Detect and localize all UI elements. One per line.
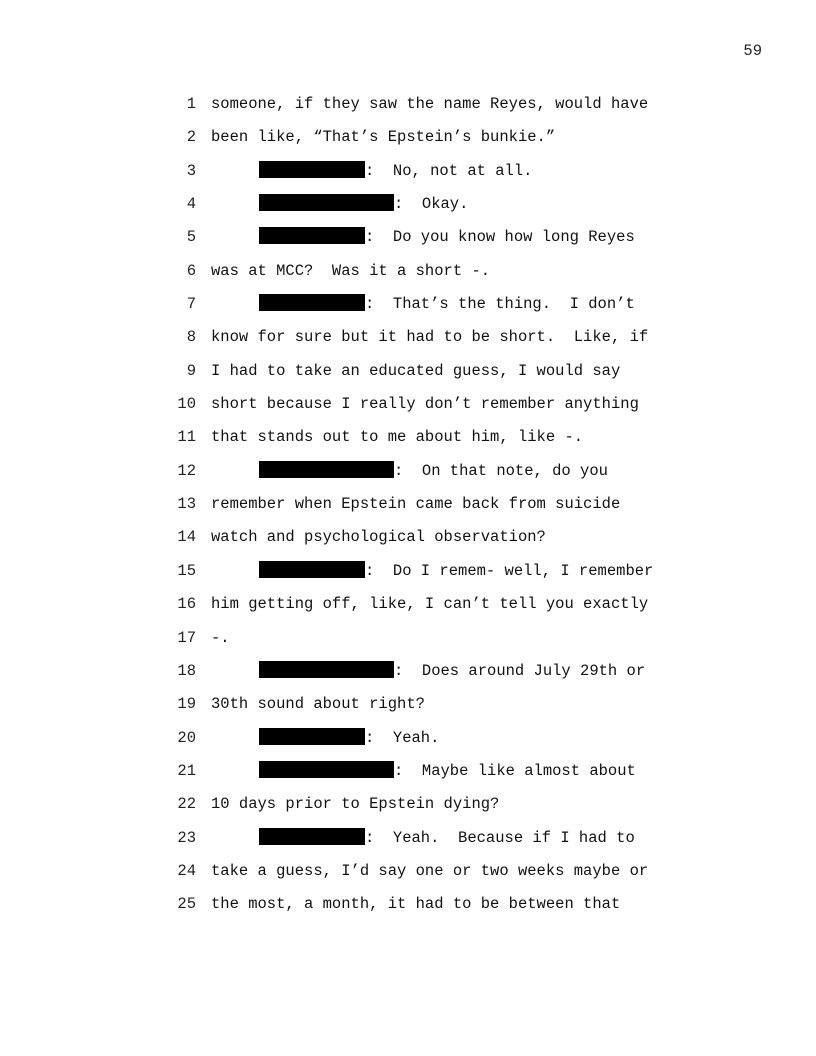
line-text — [211, 92, 648, 116]
line-content: I had to take an educated guess, I would say — [211, 361, 621, 380]
redacted-speaker-name — [259, 661, 394, 678]
line-content: -. — [211, 628, 230, 647]
transcript-line — [0, 192, 816, 225]
line-text — [211, 892, 620, 916]
line-text — [211, 859, 648, 883]
line-text — [259, 225, 635, 249]
line-content: : Do I remem- well, I remember — [365, 561, 654, 580]
line-number: 16 — [177, 595, 196, 614]
line-text — [259, 759, 636, 783]
redacted-speaker-name — [259, 561, 365, 578]
line-content: : Yeah. — [365, 728, 440, 747]
line-number: 5 — [186, 228, 196, 247]
line-text — [259, 192, 468, 216]
line-content: : That’s the thing. I don’t — [365, 295, 635, 314]
transcript-line — [0, 225, 816, 258]
line-content: : Does around July 29th or — [394, 661, 646, 680]
line-content: 10 days prior to Epstein dying? — [211, 795, 500, 814]
transcript-line — [0, 692, 816, 725]
line-number: 8 — [186, 328, 196, 347]
line-content: take a guess, I’d say one or two weeks maybe or — [211, 861, 649, 880]
line-number: 24 — [177, 861, 196, 880]
transcript-body — [0, 92, 816, 926]
line-content: know for sure but it had to be short. Like, if — [211, 328, 649, 347]
transcript-line — [0, 592, 816, 625]
redacted-speaker-name — [259, 294, 365, 311]
redacted-speaker-name — [259, 161, 365, 178]
line-text — [259, 559, 653, 583]
line-text — [259, 159, 532, 183]
redacted-speaker-name — [259, 461, 394, 478]
line-content: : Do you know how long Reyes — [365, 228, 635, 247]
line-content: been like, “That’s Epstein’s bunkie.” — [211, 128, 556, 147]
transcript-line — [0, 559, 816, 592]
line-number: 18 — [177, 661, 196, 680]
line-text — [211, 259, 490, 283]
line-content: short because I really don’t remember anything — [211, 395, 639, 414]
line-number: 1 — [186, 95, 196, 113]
transcript-line — [0, 125, 816, 158]
line-number: 2 — [186, 128, 196, 147]
line-text — [211, 626, 230, 650]
line-number: 10 — [177, 395, 196, 414]
transcript-line — [0, 892, 816, 925]
line-text — [211, 425, 583, 449]
line-text — [211, 592, 648, 616]
line-content: : Okay. — [394, 195, 469, 214]
transcript-line — [0, 359, 816, 392]
line-text — [259, 726, 439, 750]
line-text — [259, 292, 635, 316]
line-number: 9 — [186, 361, 196, 380]
line-number: 14 — [177, 528, 196, 547]
line-number: 12 — [177, 461, 196, 480]
line-content: : On that note, do you — [394, 461, 608, 480]
transcript-line — [0, 92, 816, 125]
transcript-line — [0, 425, 816, 458]
line-number: 20 — [177, 728, 196, 747]
redacted-speaker-name — [259, 761, 394, 778]
line-number: 6 — [186, 261, 196, 280]
line-text — [211, 325, 648, 349]
line-text — [211, 792, 499, 816]
page-number: 59 — [743, 42, 762, 60]
transcript-line — [0, 659, 816, 692]
line-content: him getting off, like, I can’t tell you exactly — [211, 595, 649, 614]
transcript-line — [0, 759, 816, 792]
transcript-line — [0, 626, 816, 659]
line-number: 22 — [177, 795, 196, 814]
redacted-speaker-name — [259, 828, 365, 845]
transcript-line — [0, 859, 816, 892]
line-text — [211, 692, 425, 716]
line-number: 23 — [177, 828, 196, 847]
line-text — [211, 492, 620, 516]
line-content: the most, a month, it had to be between that — [211, 895, 621, 914]
line-text — [211, 525, 546, 549]
line-content: 30th sound about right? — [211, 695, 425, 714]
transcript-line — [0, 826, 816, 859]
line-content: watch and psychological observation? — [211, 528, 546, 547]
line-number: 15 — [177, 561, 196, 580]
line-content: was at MCC? Was it a short -. — [211, 261, 491, 280]
redacted-speaker-name — [259, 194, 394, 211]
redacted-speaker-name — [259, 728, 365, 745]
transcript-line — [0, 292, 816, 325]
transcript-line — [0, 325, 816, 358]
line-number: 17 — [177, 628, 196, 647]
transcript-line — [0, 459, 816, 492]
transcript-line — [0, 259, 816, 292]
line-number: 3 — [186, 161, 196, 180]
line-text — [211, 125, 555, 149]
line-number: 11 — [177, 428, 196, 447]
line-text — [259, 459, 608, 483]
line-number: 4 — [186, 195, 196, 214]
line-number: 7 — [186, 295, 196, 314]
line-number: 21 — [177, 761, 196, 780]
line-text — [259, 659, 645, 683]
redacted-speaker-name — [259, 227, 365, 244]
line-number: 13 — [177, 495, 196, 514]
line-content: remember when Epstein came back from suicide — [211, 495, 621, 514]
transcript-line — [0, 392, 816, 425]
transcript-line — [0, 492, 816, 525]
line-content: that stands out to me about him, like -. — [211, 428, 584, 447]
transcript-line — [0, 726, 816, 759]
line-content: : Maybe like almost about — [394, 761, 636, 780]
line-content: : Yeah. Because if I had to — [365, 828, 635, 847]
line-number: 19 — [177, 695, 196, 714]
transcript-line — [0, 792, 816, 825]
line-content: : No, not at all. — [365, 161, 533, 180]
line-text — [259, 826, 635, 850]
transcript-line — [0, 159, 816, 192]
line-content: someone, if they saw the name Reyes, would have — [211, 95, 649, 113]
line-text — [211, 392, 639, 416]
line-number: 25 — [177, 895, 196, 914]
transcript-line — [0, 525, 816, 558]
line-text — [211, 359, 620, 383]
